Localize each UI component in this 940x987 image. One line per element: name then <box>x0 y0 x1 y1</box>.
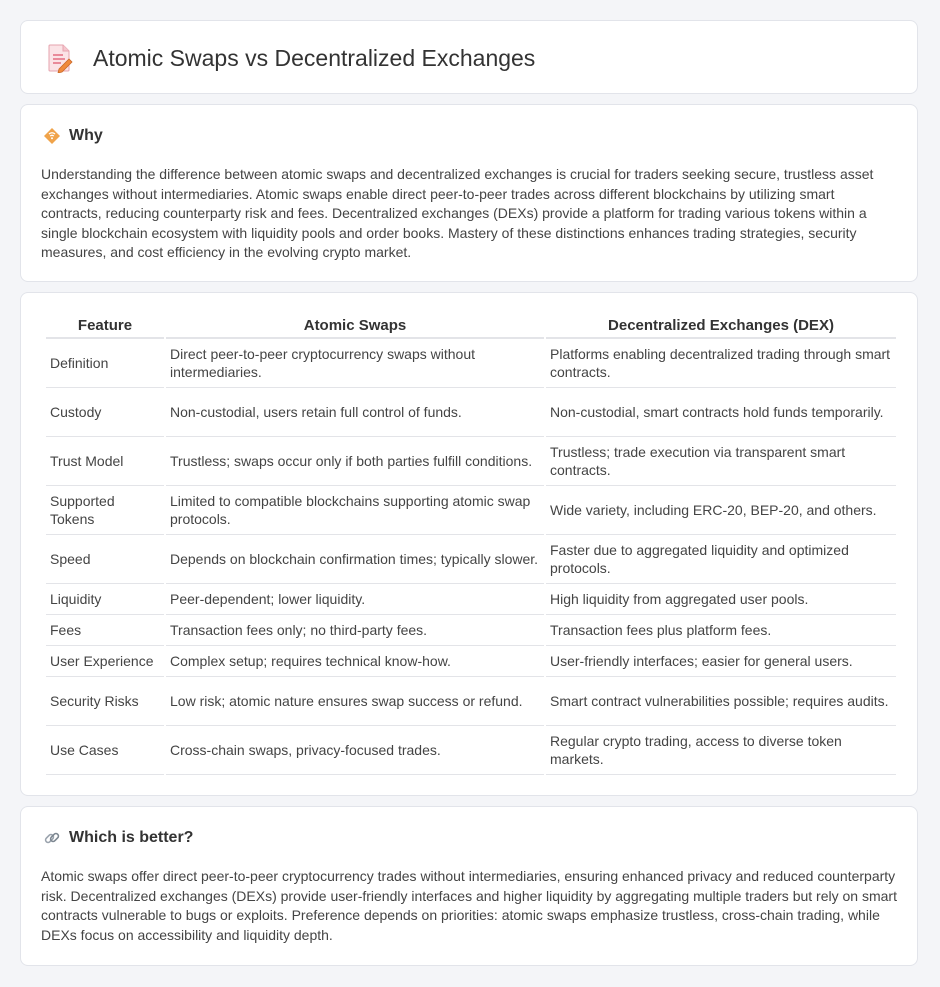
table-row <box>46 726 896 775</box>
table-row <box>46 584 896 615</box>
why-heading <box>43 127 103 145</box>
atomic-swaps-cell: Trustless; swaps occur only if both parties fulfill conditions. <box>166 437 544 486</box>
table-row <box>46 677 896 726</box>
atomic-swaps-cell: Peer-dependent; lower liquidity. <box>166 584 544 615</box>
dex-cell: High liquidity from aggregated user pools. <box>546 584 896 615</box>
atomic-swaps-cell: Transaction fees only; no third-party fees. <box>166 615 544 646</box>
dex-cell: Non-custodial, smart contracts hold funds temporarily. <box>546 388 896 437</box>
feature-cell: Use Cases <box>46 726 164 775</box>
comparison-card <box>20 292 918 796</box>
column-header-atomic-swaps: Atomic Swaps <box>166 313 544 339</box>
dex-cell: Regular crypto trading, access to diverse token markets. <box>546 726 896 775</box>
page-title: Atomic Swaps vs Decentralized Exchanges <box>93 44 536 71</box>
table-header-row <box>46 313 896 339</box>
feature-cell: Custody <box>46 388 164 437</box>
link-icon <box>43 829 61 847</box>
feature-cell: Trust Model <box>46 437 164 486</box>
table-row <box>46 486 896 535</box>
dex-cell: User-friendly interfaces; easier for general users. <box>546 646 896 677</box>
column-header-feature: Feature <box>46 313 164 339</box>
why-text: Understanding the difference between atomic swaps and decentralized exchanges is crucial for traders seeking secure, trustless asset exchanges without intermediaries. Atomic swaps enable direct peer-to-peer trades across different blockchains by utilizing smart contracts, reducing counterparty risk and fees. Decentralized exchanges (DEXs) provide a platform for trading various tokens within a single blockchain ecosystem with liquidity pools and order books. Mastery of these distinctions enhances trading strategies, security measures, and cost efficiency in the evolving crypto market. <box>41 166 874 260</box>
atomic-swaps-cell: Direct peer-to-peer cryptocurrency swaps without intermediaries. <box>166 339 544 388</box>
diamond-signal-icon <box>43 127 61 145</box>
dex-cell: Smart contract vulnerabilities possible; requires audits. <box>546 677 896 726</box>
document-pencil-icon <box>47 43 73 73</box>
better-title: Which is better? <box>69 829 194 846</box>
dex-cell: Platforms enabling decentralized trading through smart contracts. <box>546 339 896 388</box>
column-header-dex: Decentralized Exchanges (DEX) <box>546 313 896 339</box>
dex-cell: Wide variety, including ERC-20, BEP-20, and others. <box>546 486 896 535</box>
atomic-swaps-cell: Depends on blockchain confirmation times; typically slower. <box>166 535 544 584</box>
dex-cell: Trustless; trade execution via transparent smart contracts. <box>546 437 896 486</box>
which-is-better-card <box>20 806 918 966</box>
dex-cell: Faster due to aggregated liquidity and optimized protocols. <box>546 535 896 584</box>
feature-cell: Security Risks <box>46 677 164 726</box>
table-row <box>46 339 896 388</box>
title-card <box>20 20 918 94</box>
feature-cell: Liquidity <box>46 584 164 615</box>
better-text: Atomic swaps offer direct peer-to-peer cryptocurrency trades without intermediaries, ensuring enhanced privacy and reduced counterparty risk. Decentralized exchanges (DEXs) provide user-friendly interfaces and higher liquidity by aggregating multiple traders but rely on smart contracts vulnerable to bugs or exploits. Preference depends on priorities: atomic swaps emphasize trustless, cross-chain trading, while DEXs focus on accessibility and liquidity depth. <box>41 868 897 943</box>
atomic-swaps-cell: Limited to compatible blockchains supporting atomic swap protocols. <box>166 486 544 535</box>
table-row <box>46 646 896 677</box>
title-row <box>47 43 535 73</box>
atomic-swaps-cell: Non-custodial, users retain full control of funds. <box>166 388 544 437</box>
feature-cell: Definition <box>46 339 164 388</box>
table-row <box>46 437 896 486</box>
atomic-swaps-cell: Complex setup; requires technical know-how. <box>166 646 544 677</box>
feature-cell: Supported Tokens <box>46 486 164 535</box>
why-title: Why <box>69 127 103 144</box>
table-row <box>46 535 896 584</box>
table-row <box>46 388 896 437</box>
atomic-swaps-cell: Cross-chain swaps, privacy-focused trades. <box>166 726 544 775</box>
table-row <box>46 615 896 646</box>
feature-cell: User Experience <box>46 646 164 677</box>
feature-cell: Fees <box>46 615 164 646</box>
feature-cell: Speed <box>46 535 164 584</box>
dex-cell: Transaction fees plus platform fees. <box>546 615 896 646</box>
comparison-table <box>44 313 898 775</box>
atomic-swaps-cell: Low risk; atomic nature ensures swap success or refund. <box>166 677 544 726</box>
better-heading <box>43 829 193 847</box>
why-card <box>20 104 918 282</box>
